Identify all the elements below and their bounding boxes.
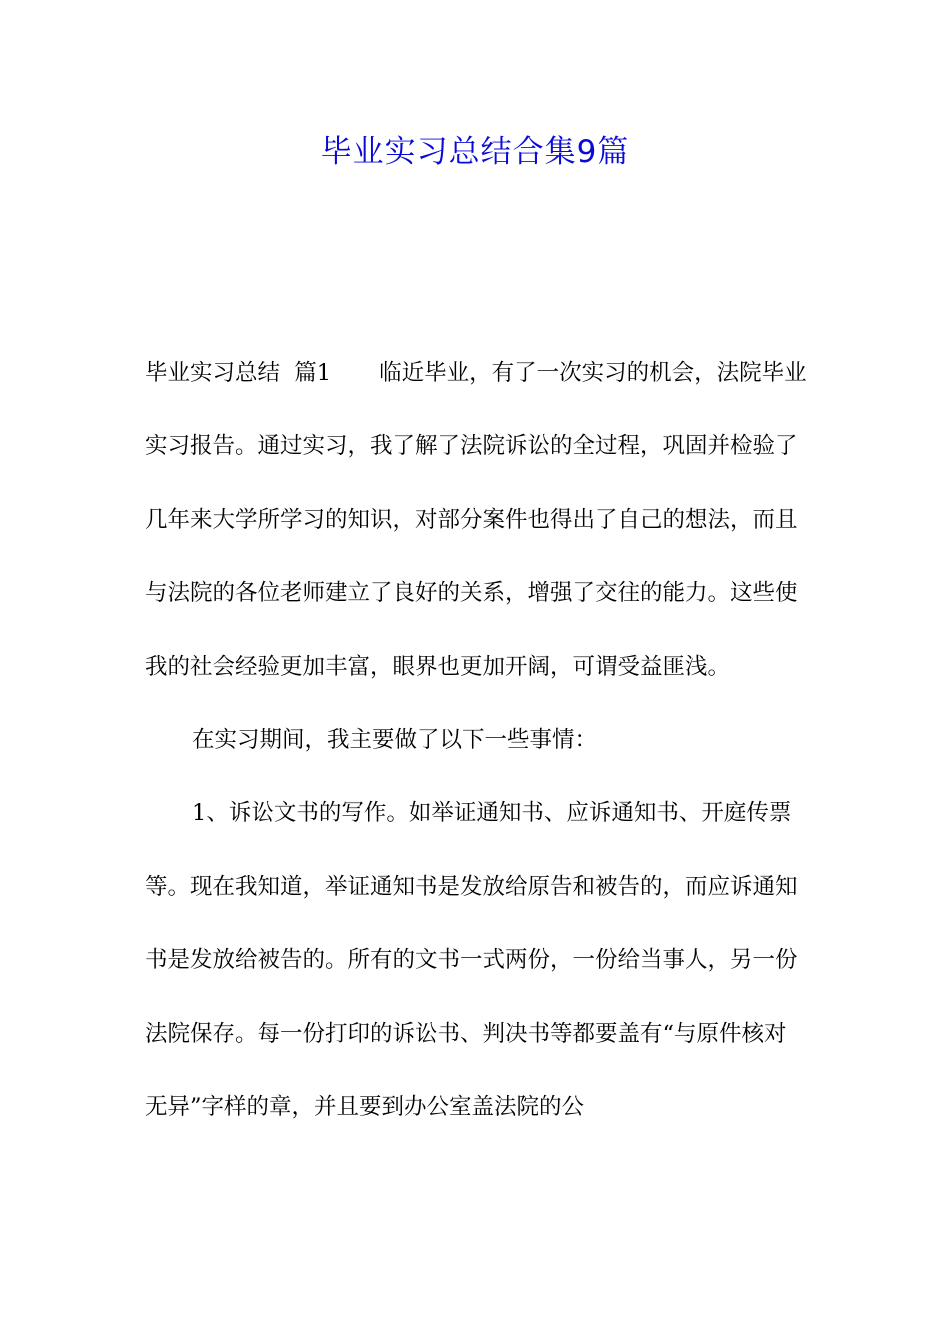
paragraph-2: 在实习期间，我主要做了以下一些事情： (192, 727, 598, 754)
paragraph-text: 临近毕业，有了一次实习的机会，法院毕业实习报告。通过实习，我了解了法院诉讼的全过程，巩固并检验了几年来大学所学习的知识，对部分案件也得出了自己的想法，而且与法院的各位老师建立了良好的关系，增强了交往的能力。这些使我的社会经验更加丰富，眼界也更加开阔，可谓受益匪浅。 (145, 360, 807, 680)
section-heading: 毕业实习总结 篇1 (145, 360, 332, 386)
paragraph-1 (145, 337, 807, 704)
paragraph-3: 1、诉讼文书的写作。如举证通知书、应诉通知书、开庭传票等。现在我知道，举证通知书是发放给原告和被告的，而应诉通知书是发放给被告的。所有的文书一式两份，一份给当事人，另一份法院保存。每一份打印的诉讼书、判决书等都要盖有“与原件核对无异”字样的章，并且要到办公室盖法院的公 (145, 800, 798, 1121)
document-body (145, 337, 807, 1144)
document-title: 毕业实习总结合集9篇 (320, 134, 630, 170)
